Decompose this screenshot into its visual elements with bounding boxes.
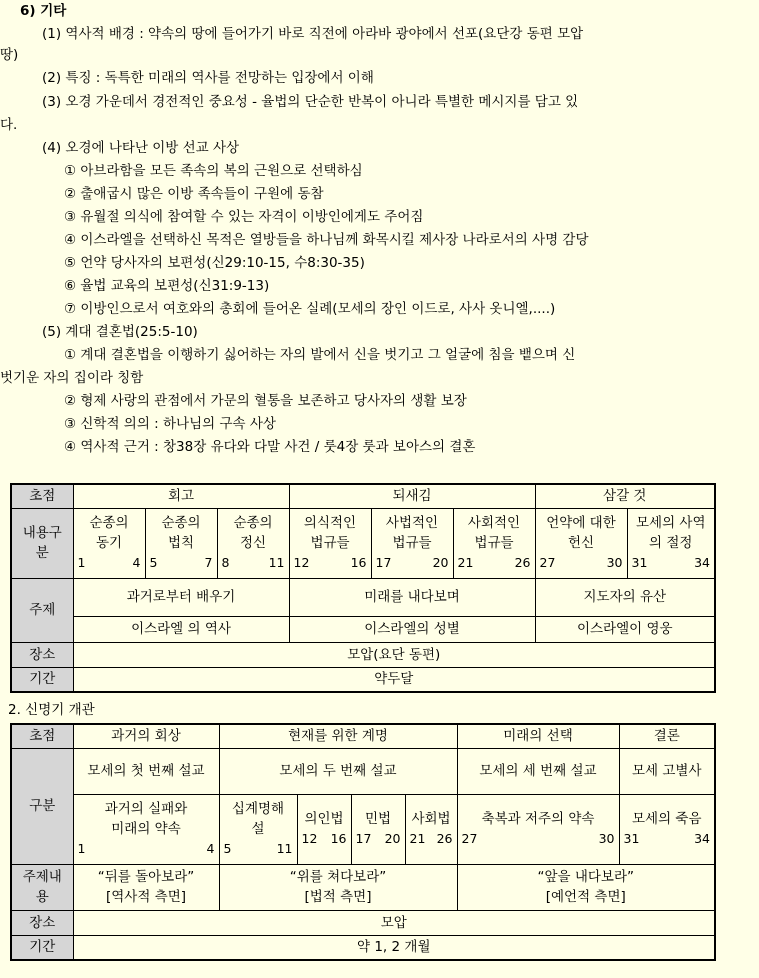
content-cell xyxy=(453,508,535,578)
cell-line: 법규들 xyxy=(474,535,514,551)
cell-line: 민법 xyxy=(364,811,392,827)
cell-line: 십계명해 xyxy=(231,801,285,817)
focus-cell: 과거의 회상 xyxy=(73,724,219,748)
place-label: 장소 xyxy=(11,910,73,935)
text-line: (2) 특징 : 독특한 미래의 역사를 전망하는 입장에서 이해 xyxy=(42,70,374,86)
theme-quote: “위를 쳐다보라” xyxy=(289,869,387,885)
section-title: 2. 신명기 개관 xyxy=(8,702,95,718)
range-start: 5 xyxy=(149,555,158,570)
cell-line: 모세의 사역 xyxy=(636,515,706,531)
chapter-range xyxy=(458,829,619,849)
range-end: 30 xyxy=(598,831,615,846)
theme-label-text: 주제내용 xyxy=(22,869,62,905)
focus-cell: 회고 xyxy=(73,484,289,508)
content-cell xyxy=(627,508,715,578)
text-line: 다. xyxy=(0,117,18,133)
range-start: 12 xyxy=(293,555,310,570)
range-end: 20 xyxy=(384,831,401,846)
cell-line: 의 절정 xyxy=(649,535,693,551)
section-heading: 6) 기타 xyxy=(20,3,67,19)
theme-quote: “앞을 내다보라” xyxy=(537,869,635,885)
sub-cell xyxy=(219,794,297,864)
text-line: ⑥ 율법 교육의 보편성(신31:9-13) xyxy=(64,278,270,294)
theme-cell: 이스라엘의 성별 xyxy=(289,616,535,642)
text-line: 땅) xyxy=(0,47,19,63)
theme-cell: 지도자의 유산 xyxy=(535,578,715,616)
focus-label: 초점 xyxy=(11,484,73,508)
text-line: ④ 역사적 근거 : 창38장 유다와 다말 사건 / 룻4장 룻과 보아스의 결혼 xyxy=(64,439,476,455)
sub-cell xyxy=(457,794,619,864)
range-start: 27 xyxy=(539,555,556,570)
theme-cell xyxy=(457,864,715,910)
content-cell xyxy=(371,508,453,578)
range-end: 11 xyxy=(268,555,285,570)
text-line: (1) 역사적 배경 : 약속의 땅에 들어가기 바로 직전에 아라바 광야에서 선포(요단강 동편 모압 xyxy=(42,26,584,42)
cell-line: 법칙 xyxy=(167,535,195,551)
cell-line: 모세의 죽음 xyxy=(632,811,702,827)
text-line: ② 출애굽시 많은 이방 족속들이 구원에 동참 xyxy=(64,186,324,202)
range-end: 20 xyxy=(432,555,449,570)
range-start: 12 xyxy=(301,831,318,846)
sub-cell xyxy=(405,794,457,864)
theme-cell xyxy=(219,864,457,910)
cell-line: 법규들 xyxy=(310,535,350,551)
range-end: 4 xyxy=(206,841,215,856)
cell-line: 과거의 실패와 xyxy=(104,801,188,817)
range-start: 17 xyxy=(375,555,392,570)
cell-line: 법규들 xyxy=(392,535,432,551)
chapter-range xyxy=(454,553,535,573)
chapter-range xyxy=(536,553,627,573)
range-start: 5 xyxy=(223,841,232,856)
range-end: 34 xyxy=(694,831,710,846)
text-line: ⑦ 이방인으로서 여호와의 총회에 들어온 실례(모세의 장인 이드로, 사사 옷니엘,....) xyxy=(64,301,556,317)
chapter-range xyxy=(406,829,457,849)
chapter-range xyxy=(218,553,289,573)
cell-line: 헌신 xyxy=(567,535,595,551)
sermon-cell: 모세 고별사 xyxy=(619,748,715,794)
text-line: (4) 오경에 나타난 이방 선교 사상 xyxy=(42,140,240,156)
range-end: 16 xyxy=(350,555,367,570)
range-end: 26 xyxy=(436,831,453,846)
content-cell xyxy=(535,508,627,578)
range-end: 7 xyxy=(204,555,213,570)
chapter-range xyxy=(146,553,217,573)
chapter-range xyxy=(620,829,715,849)
theme-aspect: [역사적 측면] xyxy=(105,889,187,905)
range-end: 30 xyxy=(606,555,623,570)
text-line: ① 계대 결혼법을 이행하기 싫어하는 자의 발에서 신을 벗기고 그 얼굴에 침을 뱉으며 신 xyxy=(64,347,576,363)
chapter-range xyxy=(628,553,715,573)
theme-aspect: [법적 측면] xyxy=(304,889,372,905)
text-line: ④ 이스라엘을 선택하신 목적은 열방들을 하나님께 화목시킬 제사장 나라로서의 사명 감당 xyxy=(64,232,589,248)
cell-line: 사법적인 xyxy=(385,515,439,531)
place-label: 장소 xyxy=(11,642,73,667)
text-line: (3) 오경 가운데서 경전적인 중요성 - 율법의 단순한 반복이 아니라 특별한 메시지를 담고 있 xyxy=(42,94,579,110)
focus-cell: 결론 xyxy=(619,724,715,748)
range-start: 21 xyxy=(457,555,474,570)
text-line: ⑤ 언약 당사자의 보편성(신29:10-15, 수8:30-35) xyxy=(64,255,365,271)
cell-line: 사회적인 xyxy=(467,515,521,531)
range-start: 17 xyxy=(355,831,372,846)
period-label: 기간 xyxy=(11,667,73,692)
cell-line: 의인법 xyxy=(304,811,344,827)
focus-cell: 미래의 선택 xyxy=(457,724,619,748)
cell-line: 의식적인 xyxy=(303,515,357,531)
overview-table-2 xyxy=(10,723,716,961)
theme-aspect: [예언적 측면] xyxy=(545,889,626,905)
cell-line: 언약에 대한 xyxy=(546,515,616,531)
sermon-text: 모세의 첫 번째 설교 xyxy=(87,763,205,779)
content-label-text: 내용구분 xyxy=(22,525,62,561)
sermon-cell xyxy=(73,748,219,794)
range-end: 4 xyxy=(132,555,141,570)
theme-quote: “뒤를 돌아보라” xyxy=(97,869,195,885)
overview-table-1 xyxy=(10,483,716,693)
chapter-range xyxy=(372,553,453,573)
range-start: 31 xyxy=(631,555,648,570)
content-cell xyxy=(73,508,145,578)
focus-cell: 되새김 xyxy=(289,484,535,508)
text-line: ③ 신학적 의의 : 하나님의 구속 사상 xyxy=(64,416,276,432)
sub-cell xyxy=(619,794,715,864)
cell-line: 미래의 약속 xyxy=(111,821,181,837)
theme-label xyxy=(11,864,73,910)
range-start: 1 xyxy=(77,841,86,856)
theme-cell xyxy=(73,864,219,910)
range-end: 16 xyxy=(330,831,347,846)
theme-cell: 과거로부터 배우기 xyxy=(73,578,289,616)
sub-cell xyxy=(297,794,351,864)
place-value: 모압 xyxy=(73,910,715,935)
sermon-cell: 모세의 두 번째 설교 xyxy=(219,748,457,794)
focus-cell: 현재를 위한 계명 xyxy=(219,724,457,748)
theme-label: 주제 xyxy=(11,578,73,642)
period-value: 약두달 xyxy=(73,667,715,692)
theme-cell: 이스라엘이 영웅 xyxy=(535,616,715,642)
cell-line: 축복과 저주의 약속 xyxy=(481,811,595,827)
range-start: 21 xyxy=(409,831,426,846)
text-line: 벗기운 자의 집이라 칭함 xyxy=(0,370,144,386)
range-start: 8 xyxy=(221,555,230,570)
cell-line: 정신 xyxy=(239,535,267,551)
focus-cell: 삼갈 것 xyxy=(535,484,715,508)
sub-cell xyxy=(73,794,219,864)
content-cell xyxy=(289,508,371,578)
range-end: 26 xyxy=(514,555,531,570)
cell-line: 사회법 xyxy=(411,811,451,827)
range-start: 1 xyxy=(77,555,86,570)
division-label: 구분 xyxy=(11,748,73,864)
range-end: 34 xyxy=(694,555,711,570)
sermon-cell: 모세의 세 번째 설교 xyxy=(457,748,619,794)
sub-cell xyxy=(351,794,405,864)
content-cell xyxy=(145,508,217,578)
content-cell xyxy=(217,508,289,578)
focus-label: 초점 xyxy=(11,724,73,748)
period-value: 약 1, 2 개월 xyxy=(73,935,715,960)
cell-line: 설 xyxy=(251,821,265,837)
period-label: 기간 xyxy=(11,935,73,960)
content-label xyxy=(11,508,73,578)
chapter-range xyxy=(352,829,405,849)
chapter-range xyxy=(74,839,219,859)
cell-line: 동기 xyxy=(95,535,123,551)
text-line: ③ 유월절 의식에 참여할 수 있는 자격이 이방인에게도 주어짐 xyxy=(64,209,424,225)
cell-line: 순종의 xyxy=(233,515,273,531)
cell-line: 순종의 xyxy=(161,515,201,531)
chapter-range xyxy=(74,553,145,573)
range-start: 27 xyxy=(461,831,478,846)
cell-line: 순종의 xyxy=(89,515,129,531)
chapter-range xyxy=(290,553,371,573)
theme-cell: 이스라엘 의 역사 xyxy=(73,616,289,642)
chapter-range xyxy=(298,829,351,849)
text-line: (5) 계대 결혼법(25:5-10) xyxy=(42,324,198,340)
place-value: 모압(요단 동편) xyxy=(73,642,715,667)
range-start: 31 xyxy=(623,831,640,846)
theme-cell: 미래를 내다보며 xyxy=(289,578,535,616)
chapter-range xyxy=(220,839,297,859)
range-end: 11 xyxy=(276,841,293,856)
text-line: ② 형제 사랑의 관점에서 가문의 혈통을 보존하고 당사자의 생활 보장 xyxy=(64,393,467,409)
text-line: ① 아브라함을 모든 족속의 복의 근원으로 선택하심 xyxy=(64,163,363,179)
